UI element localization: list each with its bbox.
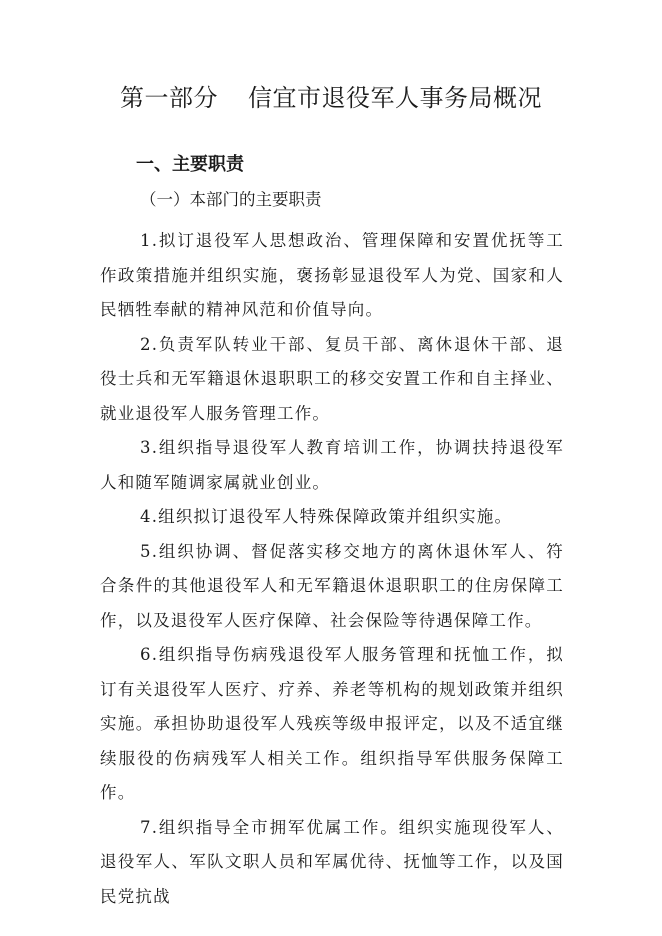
paragraph-5: 5.组织协调、督促落实移交地方的离休退休军人、符合条件的其他退役军人和无军籍退休退职职工的住房保障工作，以及退役军人医疗保障、社会保险等待遇保障工作。	[100, 541, 564, 630]
paragraph-1: 1.拟订退役军人思想政治、管理保障和安置优抚等工作政策措施并组织实施，褒扬彰显退役军人为党、国家和人民牺牲奉献的精神风范和价值导向。	[100, 231, 564, 319]
title-part: 第一部分	[120, 84, 218, 112]
paragraph-6: 6.组织指导伤病残退役军人服务管理和抚恤工作，拟订有关退役军人医疗、疗养、养老等机构的规划政策并组织实施。承担协助退役军人残疾等级申报评定，以及不适宜继续服役的伤病残军人相关工作。组织指导军供服务保障工作。	[100, 645, 564, 802]
paragraph-7: 7.组织指导全市拥军优属工作。组织实施现役军人、退役军人、军队文职人员和军属优待、抚恤等工作，以及国民党抗战	[100, 817, 564, 906]
subsection-heading: （一）本部门的主要职责	[140, 190, 322, 209]
document-body	[100, 224, 564, 914]
paragraph-4: 4.组织拟订退役军人特殊保障政策并组织实施。	[140, 507, 513, 526]
title-main: 信宜市退役军人事务局概况	[248, 84, 542, 112]
paragraph-3: 3.组织指导退役军人教育培训工作，协调扶持退役军人和随军随调家属就业创业。	[100, 438, 564, 492]
paragraph-2: 2.负责军队转业干部、复员干部、离休退休干部、退役士兵和无军籍退休退职职工的移交安置工作和自主择业、就业退役军人服务管理工作。	[100, 334, 564, 423]
section-heading: 一、主要职责	[136, 154, 244, 175]
page-title	[0, 82, 662, 114]
